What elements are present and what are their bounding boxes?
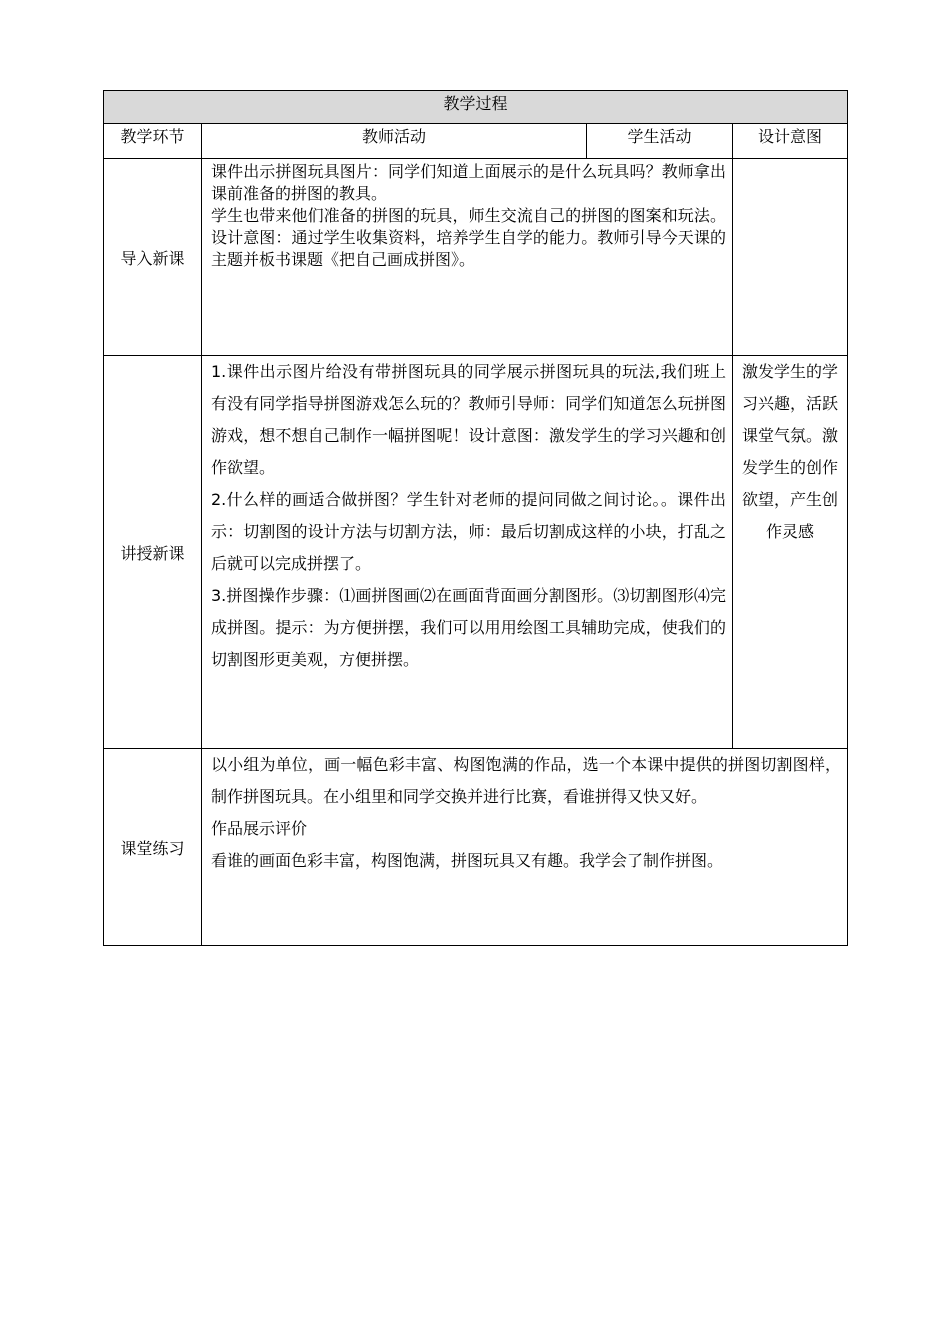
activity-cell: [202, 159, 733, 356]
activity-cell: [202, 356, 733, 749]
header-teacher-activity: 教师活动: [202, 124, 587, 159]
header-student-activity: 学生活动: [587, 124, 733, 159]
activity-paragraph: 看谁的画面色彩丰富，构图饱满，拼图玩具又有趣。我学会了制作拼图。: [211, 851, 724, 870]
table-header-row: [104, 124, 848, 159]
activity-paragraph: 1.课件出示图片给没有带拼图玩具的同学展示拼图玩具的玩法,我们班上有没有同学指导拼图游戏怎么玩的？教师引导师：同学们知道怎么玩拼图游戏，想不想自己制作一幅拼图呢！设计意图：激发学生的学习兴趣和创作欲望。: [211, 362, 726, 477]
activity-cell: [202, 749, 848, 946]
header-stage: 教学环节: [104, 124, 202, 159]
stage-cell: 导入新课: [104, 159, 202, 356]
intent-text: 激发学生的学习兴趣，活跃课堂气氛。激发学生的创作欲望，产生创作灵感: [742, 362, 839, 541]
table-row: [104, 749, 848, 946]
table-title-row: [104, 91, 848, 124]
activity-paragraph: 学生也带来他们准备的拼图的玩具，师生交流自己的拼图的图案和玩法。设计意图：通过学生收集资料，培养学生自学的能力。教师引导今天课的主题并板书课题《把自己画成拼图》。: [211, 206, 726, 269]
activity-paragraph: 课件出示拼图玩具图片：同学们知道上面展示的是什么玩具吗？教师拿出课前准备的拼图的教具。: [211, 162, 726, 203]
table-row: [104, 356, 848, 749]
activity-paragraph: 2.什么样的画适合做拼图？学生针对老师的提问同做之间讨论。。课件出示：切割图的设计方法与切割方法，师：最后切割成这样的小块，打乱之后就可以完成拼摆了。: [211, 490, 726, 573]
intent-cell: [733, 356, 848, 749]
activity-paragraph: 以小组为单位，画一幅色彩丰富、构图饱满的作品，选一个本课中提供的拼图切割图样，制作拼图玩具。在小组里和同学交换并进行比赛，看谁拼得又快又好。: [211, 755, 842, 806]
table-row: [104, 159, 848, 356]
activity-paragraph: 3.拼图操作步骤：⑴画拼图画⑵在画面背面画分割图形。⑶切割图形⑷完成拼图。提示：为方便拼摆，我们可以用用绘图工具辅助完成，使我们的切割图形更美观，方便拼摆。: [211, 586, 726, 669]
activity-paragraph: 作品展示评价: [211, 819, 308, 838]
table-title: 教学过程: [104, 91, 848, 124]
stage-cell: 课堂练习: [104, 749, 202, 946]
lesson-process-table: [103, 90, 848, 946]
intent-cell: [733, 159, 848, 356]
stage-cell: 讲授新课: [104, 356, 202, 749]
header-design-intent: 设计意图: [733, 124, 848, 159]
